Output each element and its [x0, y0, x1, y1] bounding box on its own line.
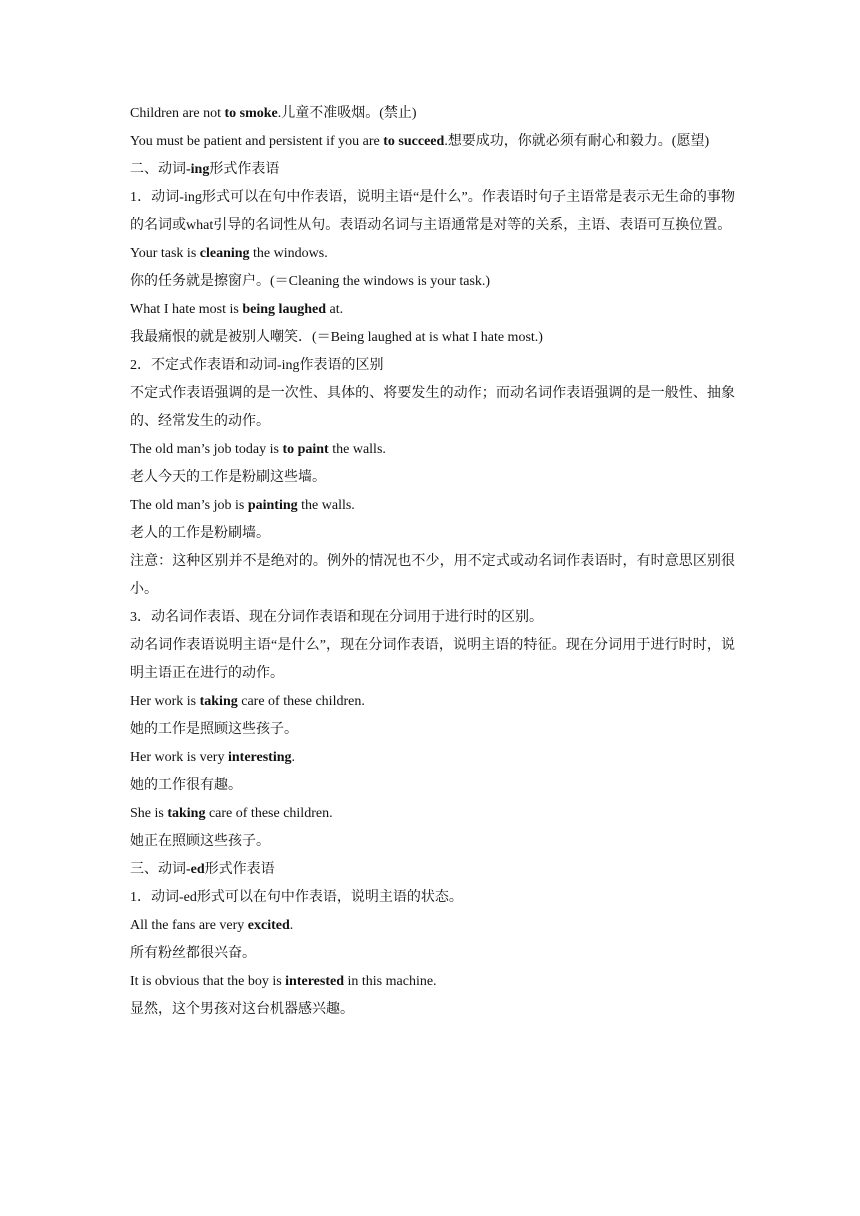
text-line — [130, 940, 735, 968]
text-line — [130, 716, 735, 744]
text-segment: 我最痛恨的就是被别人嘲笑．(＝Being laughed at is what I hate most.) — [130, 330, 543, 345]
text-line — [130, 296, 735, 324]
text-line — [130, 156, 735, 184]
text-line — [130, 800, 735, 828]
text-segment: the walls. — [297, 498, 355, 513]
text-segment: 所有粉丝都很兴奋。 — [130, 946, 256, 961]
text-segment: 三、动词 — [130, 862, 186, 877]
text-line — [130, 128, 735, 156]
text-segment: 3．动名词作表语、现在分词作表语和现在分词用于进行时的区别。 — [130, 610, 543, 625]
document-body — [130, 100, 735, 1024]
text-segment: It is obvious that the boy is — [130, 974, 286, 989]
text-line — [130, 268, 735, 296]
text-segment: 她正在照顾这些孩子。 — [130, 834, 270, 849]
text-segment: You must be patient and persistent if you are — [130, 134, 384, 149]
text-line — [130, 464, 735, 492]
text-segment: 1．动词-ing形式可以在句中作表语，说明主语“是什么”。作表语时句子主语常是表示无生命的事物的名词或what引导的名词性从句。表语动名词与主语通常是对等的关系，主语、表语可互换位置。 — [130, 190, 735, 233]
text-segment: 你的任务就是擦窗户。(＝Cleaning the windows is your task.) — [130, 274, 491, 289]
text-line — [130, 996, 735, 1024]
text-segment: 2．不定式作表语和动词-ing作表语的区别 — [130, 358, 384, 373]
text-segment: Children are not — [130, 106, 225, 121]
bold-phrase: -ing — [186, 162, 210, 177]
text-segment: What I hate most is — [130, 302, 243, 317]
text-line — [130, 772, 735, 800]
bold-phrase: to paint — [282, 442, 329, 457]
bold-phrase: taking — [167, 806, 206, 821]
text-segment: .想要成功，你就必须有耐心和毅力。(愿望) — [444, 134, 710, 149]
text-line — [130, 912, 735, 940]
bold-phrase: interesting — [227, 750, 292, 765]
text-line — [130, 184, 735, 240]
text-line — [130, 520, 735, 548]
text-segment: Your task is — [130, 246, 200, 261]
bold-phrase: -ed — [186, 862, 205, 877]
text-segment: 她的工作很有趣。 — [130, 778, 242, 793]
text-line — [130, 352, 735, 380]
bold-phrase: interested — [285, 974, 345, 989]
text-segment: in this machine. — [344, 974, 437, 989]
text-segment: the walls. — [328, 442, 386, 457]
text-segment: care of these children. — [237, 694, 365, 709]
text-line — [130, 240, 735, 268]
text-segment: .儿童不准吸烟。(禁止) — [277, 106, 417, 121]
bold-phrase: excited — [247, 918, 290, 933]
text-segment: 显然，这个男孩对这台机器感兴趣。 — [130, 1002, 354, 1017]
text-segment: 老人今天的工作是粉刷这些墙。 — [130, 470, 326, 485]
text-segment: at. — [326, 302, 344, 317]
bold-phrase: cleaning — [199, 246, 250, 261]
text-segment: She is — [130, 806, 168, 821]
text-segment: 她的工作是照顾这些孩子。 — [130, 722, 298, 737]
bold-phrase: to smoke — [224, 106, 278, 121]
text-segment: 形式作表语 — [204, 862, 275, 877]
text-line — [130, 856, 735, 884]
text-line — [130, 380, 735, 436]
bold-phrase: taking — [199, 694, 238, 709]
text-line — [130, 324, 735, 352]
text-segment: 不定式作表语强调的是一次性、具体的、将要发生的动作；而动名词作表语强调的是一般性、抽象的、经常发生的动作。 — [130, 386, 735, 429]
text-segment: All the fans are very — [130, 918, 248, 933]
text-segment: . — [291, 750, 295, 765]
text-line — [130, 548, 735, 604]
text-line — [130, 436, 735, 464]
text-segment: 动名词作表语说明主语“是什么”，现在分词作表语，说明主语的特征。现在分词用于进行时时，说明主语正在进行的动作。 — [130, 638, 735, 681]
text-line — [130, 828, 735, 856]
text-segment: The old man’s job is — [130, 498, 248, 513]
text-line — [130, 492, 735, 520]
text-segment: 1．动词-ed形式可以在句中作表语，说明主语的状态。 — [130, 890, 463, 905]
text-segment: the windows. — [249, 246, 328, 261]
text-line — [130, 744, 735, 772]
text-segment: Her work is — [130, 694, 200, 709]
text-segment: Her work is very — [130, 750, 228, 765]
text-segment: 注意：这种区别并不是绝对的。例外的情况也不少，用不定式或动名词作表语时，有时意思区别很小。 — [130, 554, 735, 597]
text-segment: 二、动词 — [130, 162, 186, 177]
text-line — [130, 884, 735, 912]
text-segment: The old man’s job today is — [130, 442, 283, 457]
text-segment: care of these children. — [205, 806, 333, 821]
text-line — [130, 632, 735, 688]
text-segment: . — [289, 918, 294, 933]
text-line — [130, 100, 735, 128]
bold-phrase: being laughed — [242, 302, 327, 317]
bold-phrase: to succeed — [383, 134, 445, 149]
text-segment: 老人的工作是粉刷墙。 — [130, 526, 270, 541]
text-line — [130, 968, 735, 996]
text-line — [130, 604, 735, 632]
text-line — [130, 688, 735, 716]
bold-phrase: painting — [247, 498, 298, 513]
text-segment: 形式作表语 — [209, 162, 280, 177]
